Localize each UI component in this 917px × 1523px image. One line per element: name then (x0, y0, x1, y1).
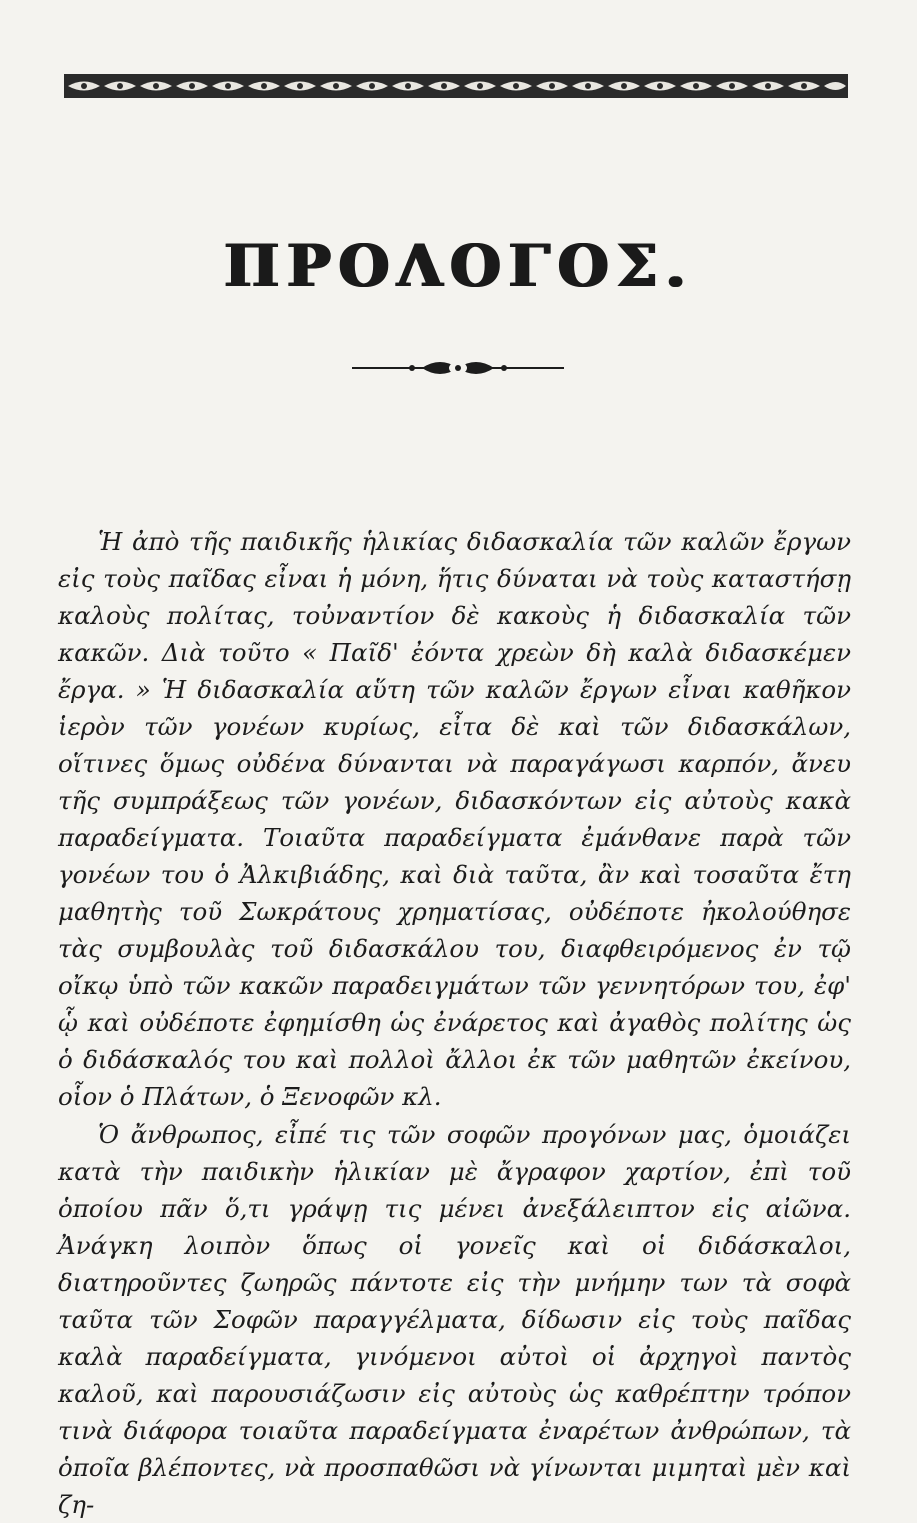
page-title: ΠΡΟΛΟΓΟΣ. (223, 232, 694, 300)
body-text (58, 523, 851, 1523)
ornamental-rule (352, 354, 564, 382)
paragraph: Ἡ ἀπὸ τῆς παιδικῆς ἡλικίας διδασκαλία τῶν καλῶν ἔργων εἰς τοὺς παῖδας εἶναι ἡ μόνη, ἥτις δύναται νὰ τοὺς καταστήσῃ καλοὺς πολίτας, τοὐναντίον δὲ κακοὺς ἡ διδασκαλία τῶν κακῶν. Διὰ τοῦτο « Παῖδ' ἐόντα χρεὼν δὴ καλὰ διδασκέμεν ἔργα. » Ἡ διδασκαλία αὕτη τῶν καλῶν ἔργων εἶναι καθῆκον ἱερὸν τῶν γονέων κυρίως, εἶτα δὲ καὶ τῶν διδασκάλων, οἵτινες ὅμως οὐδένα δύνανται νὰ παραγάγωσι καρπόν, ἄνευ τῆς συμπράξεως τῶν γονέων, διδασκόντων εἰς αὐτοὺς κακὰ παραδείγματα. Τοιαῦτα παραδείγματα ἐμάνθανε παρὰ τῶν γονέων του ὁ Ἀλκιβιάδης, καὶ διὰ ταῦτα, ἂν καὶ τοσαῦτα ἔτη μαθητὴς τοῦ Σωκράτους χρηματίσας, οὐδέποτε ἠκολούθησε τὰς συμβουλὰς τοῦ διδασκάλου του, διαφθειρόμενος ἐν τῷ οἴκῳ ὑπὸ τῶν κακῶν παραδειγμάτων τῶν γεννητόρων του, ἐφ' ᾧ καὶ οὐδέποτε ἐφημίσθη ὡς ἐνάρετος καὶ ἀγαθὸς πολίτης ὡς ὁ διδάσκαλός του καὶ πολλοὶ ἄλλοι ἐκ τῶν μαθητῶν ἐκείνου, οἷον ὁ Πλάτων, ὁ Ξενοφῶν κλ. (58, 527, 851, 1111)
paragraph: Ὁ ἄνθρωπος, εἶπέ τις τῶν σοφῶν προγόνων μας, ὁμοιάζει κατὰ τὴν παιδικὴν ἡλικίαν μὲ ἄγραφον χαρτίον, ἐπὶ τοῦ ὁποίου πᾶν ὅ,τι γράψῃ τις μένει ἀνεξάλειπτον εἰς αἰῶνα. Ἀνάγκη λοιπὸν ὅπως οἱ γονεῖς καὶ οἱ διδάσκαλοι, διατηροῦντες ζωηρῶς πάντοτε εἰς τὴν μνήμην των τὰ σοφὰ ταῦτα τῶν Σοφῶν παραγγέλματα, δίδωσιν εἰς τοὺς παῖδας καλὰ παραδείγματα, γινόμενοι αὐτοὶ οἱ ἀρχηγοὶ παντὸς καλοῦ, καὶ παρουσιάζωσιν εἰς αὐτοὺς ὡς καθρέπτην τρόπον τινὰ διάφορα τοιαῦτα παραδείγματα ἐναρέτων ἀνθρώπων, τὰ ὁποῖα βλέποντες, νὰ προσπαθῶσι νὰ γίνωνται μιμηταὶ μὲν καὶ ζη- (58, 1120, 851, 1519)
decorative-border (64, 72, 848, 100)
